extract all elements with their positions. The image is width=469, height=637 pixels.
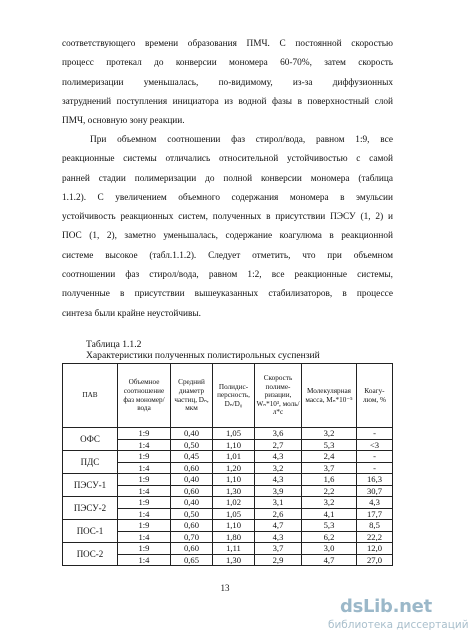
- header-cell: Объемное соотношение фаз мономер/вода: [118, 364, 171, 428]
- pav-cell: ПОС-1: [63, 520, 118, 543]
- table-cell: 1:9: [118, 520, 171, 532]
- table-cell: 1,80: [213, 531, 255, 543]
- table-cell: 1,11: [213, 543, 255, 555]
- table-cell: 0,60: [171, 485, 213, 497]
- table-cell: 22,2: [357, 531, 393, 543]
- pav-cell: ПОС-2: [63, 543, 118, 566]
- table-row: [63, 428, 393, 440]
- table-cell: 0,60: [171, 543, 213, 555]
- table-cell: 1:9: [118, 497, 171, 509]
- table-row: [63, 543, 393, 555]
- table-cell: 0,40: [171, 474, 213, 486]
- text-line: полученные в присутствии вышеуказанных стабилизаторов, в процессе: [62, 289, 393, 300]
- table-cell: 17,7: [357, 508, 393, 520]
- header-cell: Скорость полиме-ризации, Wₙ*10³, моль/л*с: [255, 364, 302, 428]
- text-line: синтеза были крайне неустойчивы.: [62, 308, 201, 319]
- watermark: [322, 596, 469, 637]
- table-cell: 4,3: [255, 531, 302, 543]
- table-cell: 1,30: [213, 485, 255, 497]
- table-row: [63, 497, 393, 509]
- table-cell: 2,7: [255, 439, 302, 451]
- table-cell: 1:4: [118, 485, 171, 497]
- header-cell: Средний диаметр частиц, Dₙ, мкм: [171, 364, 213, 428]
- watermark-logo: dsLib.net: [340, 596, 432, 617]
- table-cell: 0,40: [171, 497, 213, 509]
- table-cell: 3,2: [302, 497, 357, 509]
- table-cell: <3: [357, 439, 393, 451]
- table-cell: 0,65: [171, 554, 213, 566]
- table-row: [63, 520, 393, 532]
- table-cell: 4,3: [255, 451, 302, 463]
- text-line: полимеризации уменьшалась, по-видимому, из-за диффузионных: [62, 77, 393, 88]
- table-title: Характеристики полученных полистирольных суспензий: [86, 350, 320, 361]
- table-cell: 5,3: [302, 520, 357, 532]
- table-cell: 1:4: [118, 554, 171, 566]
- paragraph-1: [62, 35, 393, 131]
- text-line: ПМЧ, основную зону реакции.: [62, 116, 185, 127]
- table-cell: 0,70: [171, 531, 213, 543]
- table-cell: 12,0: [357, 543, 393, 555]
- table-cell: 4,3: [255, 474, 302, 486]
- table-cell: 0,60: [171, 462, 213, 474]
- table-cell: 3,1: [255, 497, 302, 509]
- text-line: затруднений поступления инициатора из водной фазы в поверхностный слой: [62, 96, 393, 107]
- table-cell: 0,45: [171, 451, 213, 463]
- header-cell: Коагу-люм, %: [357, 364, 393, 428]
- table-cell: 1,20: [213, 462, 255, 474]
- table-body: [63, 428, 393, 566]
- results-table: [62, 363, 393, 566]
- pav-cell: ОФС: [63, 428, 118, 451]
- table-cell: 27,0: [357, 554, 393, 566]
- table-caption: Таблица 1.1.2: [86, 339, 142, 350]
- table-cell: 0,50: [171, 508, 213, 520]
- table-cell: 1:4: [118, 462, 171, 474]
- table-cell: 16,3: [357, 474, 393, 486]
- table-cell: 0,40: [171, 428, 213, 440]
- table-cell: 1,10: [213, 474, 255, 486]
- table-cell: 3,6: [255, 428, 302, 440]
- table-cell: 3,2: [255, 462, 302, 474]
- text-line: процесс протекал до конверсии мономера 60-70%, затем скорость: [62, 58, 393, 69]
- pav-cell: ПДС: [63, 451, 118, 474]
- text-line: системе высокое (табл.1.1.2). Следует отметить, что при объемном: [62, 250, 393, 261]
- table-row: [63, 451, 393, 463]
- table-cell: 1,01: [213, 451, 255, 463]
- text-line: ПОС (1, 2), заметно уменьшалась, содержание коагулюма в реакционной: [62, 231, 393, 242]
- table-header-row: [63, 364, 393, 428]
- table-cell: 2,6: [255, 508, 302, 520]
- table-cell: 4,7: [302, 554, 357, 566]
- table-cell: 3,7: [255, 543, 302, 555]
- table-cell: -: [357, 451, 393, 463]
- pav-cell: ПЭСУ-1: [63, 474, 118, 497]
- table-cell: 3,0: [302, 543, 357, 555]
- table-cell: -: [357, 428, 393, 440]
- table-cell: 1,05: [213, 428, 255, 440]
- table-cell: 0,50: [171, 439, 213, 451]
- pav-cell: ПЭСУ-2: [63, 497, 118, 520]
- table-cell: 1:9: [118, 451, 171, 463]
- table-cell: 2,9: [255, 554, 302, 566]
- table-cell: 5,3: [302, 439, 357, 451]
- table-cell: 1,10: [213, 439, 255, 451]
- text-line: соотношении фаз стирол/вода, равном 1:2, все реакционные системы,: [62, 270, 393, 281]
- table-cell: 1,10: [213, 520, 255, 532]
- text-line: При объемном соотношении фаз стирол/вода, равном 1:9, все: [90, 135, 393, 145]
- table-cell: 1:4: [118, 531, 171, 543]
- header-cell: Молекулярная масса, Mₙ*10⁻⁵: [302, 364, 357, 428]
- table-cell: 3,9: [255, 485, 302, 497]
- table-cell: 1:9: [118, 543, 171, 555]
- table-cell: 1:9: [118, 428, 171, 440]
- table-cell: 6,2: [302, 531, 357, 543]
- table-cell: 4,1: [302, 508, 357, 520]
- table-cell: 30,7: [357, 485, 393, 497]
- table-cell: 1:9: [118, 474, 171, 486]
- table-cell: 1,05: [213, 508, 255, 520]
- table-cell: 4,3: [357, 497, 393, 509]
- table-cell: 1,02: [213, 497, 255, 509]
- table-cell: 0,60: [171, 520, 213, 532]
- text-line: 1.1.2). С увеличением объемного содержания мономера в эмульсии: [62, 192, 393, 203]
- text-line: реакционные системы отличались относительной устойчивостью с самой: [62, 154, 393, 165]
- table-row: [63, 474, 393, 486]
- table-cell: 2,4: [302, 451, 357, 463]
- table-cell: 2,2: [302, 485, 357, 497]
- header-cell: Полидис-персность, Dₙ/D₀: [213, 364, 255, 428]
- text-line: устойчивость реакционных систем, полученных в присутствии ПЭСУ (1, 2) и: [62, 212, 393, 223]
- table-cell: -: [357, 462, 393, 474]
- text-line: ранней стадии полимеризации до полной конверсии мономера (таблица: [62, 173, 393, 184]
- table-cell: 3,7: [302, 462, 357, 474]
- text-line: соответствующего времени образования ПМЧ. С постоянной скоростью: [62, 39, 393, 49]
- table-cell: 1:4: [118, 439, 171, 451]
- table-cell: 3,2: [302, 428, 357, 440]
- paragraph-2: [62, 131, 393, 324]
- page-number: 13: [220, 583, 230, 593]
- header-cell: ПАВ: [63, 364, 118, 428]
- table-cell: 1:4: [118, 508, 171, 520]
- watermark-subtitle: библиотека диссертаций: [328, 619, 469, 631]
- table-cell: 1,30: [213, 554, 255, 566]
- table-cell: 8,5: [357, 520, 393, 532]
- table-cell: 4,7: [255, 520, 302, 532]
- table-cell: 1,6: [302, 474, 357, 486]
